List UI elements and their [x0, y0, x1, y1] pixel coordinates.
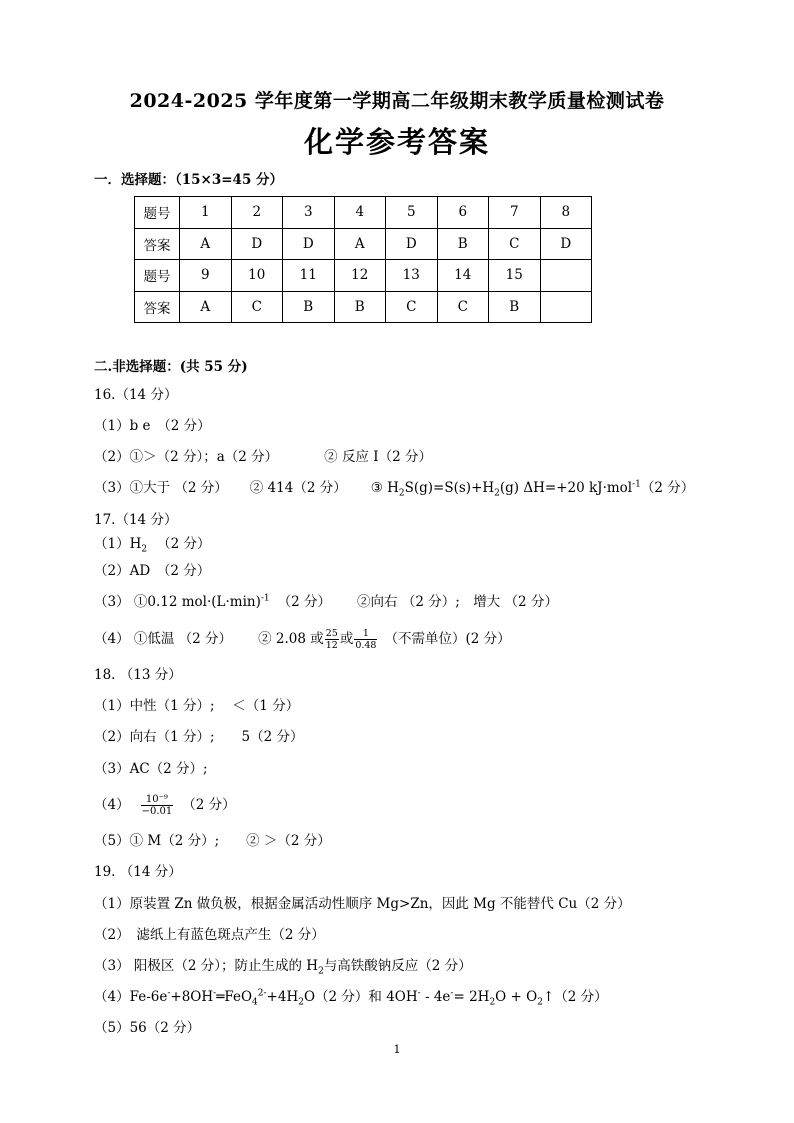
q17-part4a: （4） ①低温 （2 分）	[94, 631, 233, 647]
table-cell: 7	[489, 197, 541, 229]
table-cell: 13	[386, 260, 438, 292]
fraction-25-12: $\frac{25}{12}$	[325, 628, 338, 651]
q16-part3c: ③ $H_2S(g)=S(s)+H_2(g)$ ΔH=+20 kJ·mol$^{-1}$（2 分）	[370, 479, 695, 499]
table-cell: 2	[231, 197, 283, 229]
q17-part3b: ②向右 （2 分）; 增大 （2 分）	[357, 594, 558, 610]
table-cell: 15	[489, 260, 541, 292]
table-cell: D	[231, 228, 283, 260]
table-cell: 9	[180, 260, 232, 292]
q16-part3	[94, 479, 694, 497]
page-number: 1	[393, 1043, 401, 1056]
table-cell: B	[334, 291, 386, 323]
exam-title: 2024-2025 学年度第一学期高二年级期末教学质量检测试卷	[129, 90, 665, 112]
table-cell: D	[540, 228, 592, 260]
q16-part2	[94, 448, 432, 466]
table-row	[135, 197, 592, 229]
q16-heading: 16.（14 分）	[94, 387, 178, 403]
q18-heading: 18. （13 分）	[94, 667, 182, 683]
table-cell: 10	[231, 260, 283, 292]
q16-part3a: （3）①大于 （2 分）	[94, 480, 228, 496]
q19-part4: $(4)Fe-6e^-+8OH^-═FeO_4^{2-}+4H_2O(2$ 分）和 $4OH^- - 4e^-= 2H_2O$ + $O_2↑(2$ 分）	[94, 988, 608, 1008]
q16-part1: （1）b e （2 分）	[94, 418, 211, 434]
table-cell: B	[283, 291, 335, 323]
table-cell: 11	[283, 260, 335, 292]
table-row	[135, 260, 592, 292]
table-cell: C	[489, 228, 541, 260]
table-cell: 8	[540, 197, 592, 229]
q16-part2a: （2）①＞（2 分）；a（2 分）	[94, 449, 279, 465]
q18-part2: （2）向右（1 分）; 5（2 分）	[94, 729, 304, 745]
q17-part4b: ② 2.08 或 $\frac{25}{12}$ 或 $\frac{1}{0.48}$ （不需单位）(2 分）	[258, 628, 511, 651]
table-row	[135, 228, 592, 260]
q18-part4: （4） $\frac{\text{10⁻⁹}}{-0.01}$ （2 分）	[94, 794, 236, 817]
q18-part3: （3）AC（2 分）;	[94, 761, 208, 777]
section2-heading: 二.非选择题：(共 55 分)	[94, 359, 248, 375]
table-cell: C	[231, 291, 283, 323]
table-cell: 12	[334, 260, 386, 292]
table-cell: A	[180, 228, 232, 260]
q18-part1: （1）中性（1 分）; ＜（1 分）	[94, 698, 300, 714]
q16-part3b: ② 414（2 分）	[249, 480, 347, 496]
table-cell: B	[489, 291, 541, 323]
row-label-cell: 答案	[135, 228, 180, 260]
table-cell: D	[283, 228, 335, 260]
table-cell: A	[180, 291, 232, 323]
table-cell: B	[437, 228, 489, 260]
row-label-cell: 题号	[135, 197, 180, 229]
q19-part5: （5）56（2 分）	[94, 1020, 201, 1036]
q16-part2b: ② 反应 Ⅰ（2 分）	[324, 449, 432, 465]
q18-part5: （5）① M（2 分）; ② ＞（2 分）	[94, 833, 331, 849]
table-cell: A	[334, 228, 386, 260]
q17-part2: （2）AD （2 分）	[94, 563, 211, 579]
table-cell: 5	[386, 197, 438, 229]
q17-part3a: （3） ①0.12 $mol\cdot(L\cdot\min)^{-1}$ （2 分）	[94, 593, 332, 610]
q17-part4	[94, 628, 511, 651]
q19-part2: （2） 滤纸上有蓝色斑点产生（2 分）	[94, 927, 325, 943]
table-cell: D	[386, 228, 438, 260]
table-cell: 6	[437, 197, 489, 229]
table-cell: 14	[437, 260, 489, 292]
table-cell	[540, 260, 592, 292]
row-label-cell: 题号	[135, 260, 180, 292]
q17-heading: 17.（14 分）	[94, 512, 178, 528]
q19-part1: （1）原装置 Zn 做负极，根据金属活动性顺序 Mg>Zn，因此 Mg 不能替代 Cu（2 分）	[94, 896, 631, 912]
q17-part3	[94, 593, 558, 611]
fraction-ksp: $\frac{\text{10⁻⁹}}{-0.01}$	[141, 794, 173, 817]
table-row	[135, 291, 592, 323]
table-cell: C	[386, 291, 438, 323]
answer-key-title: 化学参考答案	[303, 125, 490, 159]
fraction-1-0.48: $\frac{1}{0.48}$	[355, 628, 377, 651]
table-cell: 4	[334, 197, 386, 229]
table-cell: 3	[283, 197, 335, 229]
section1-heading: 一．选择题：（15×3=45 分）	[94, 172, 284, 188]
table-cell	[540, 291, 592, 323]
row-label-cell: 答案	[135, 291, 180, 323]
table-cell: C	[437, 291, 489, 323]
q19-heading: 19. （14 分）	[94, 864, 182, 880]
table-cell: 1	[180, 197, 232, 229]
q19-part3: （3） 阳极区（2 分）；防止生成的 $H_2$与高铁酸钠反应（2 分）	[94, 958, 472, 977]
q17-part1: $(1)H_2$ （2 分）	[94, 536, 211, 555]
answer-table	[134, 196, 592, 323]
